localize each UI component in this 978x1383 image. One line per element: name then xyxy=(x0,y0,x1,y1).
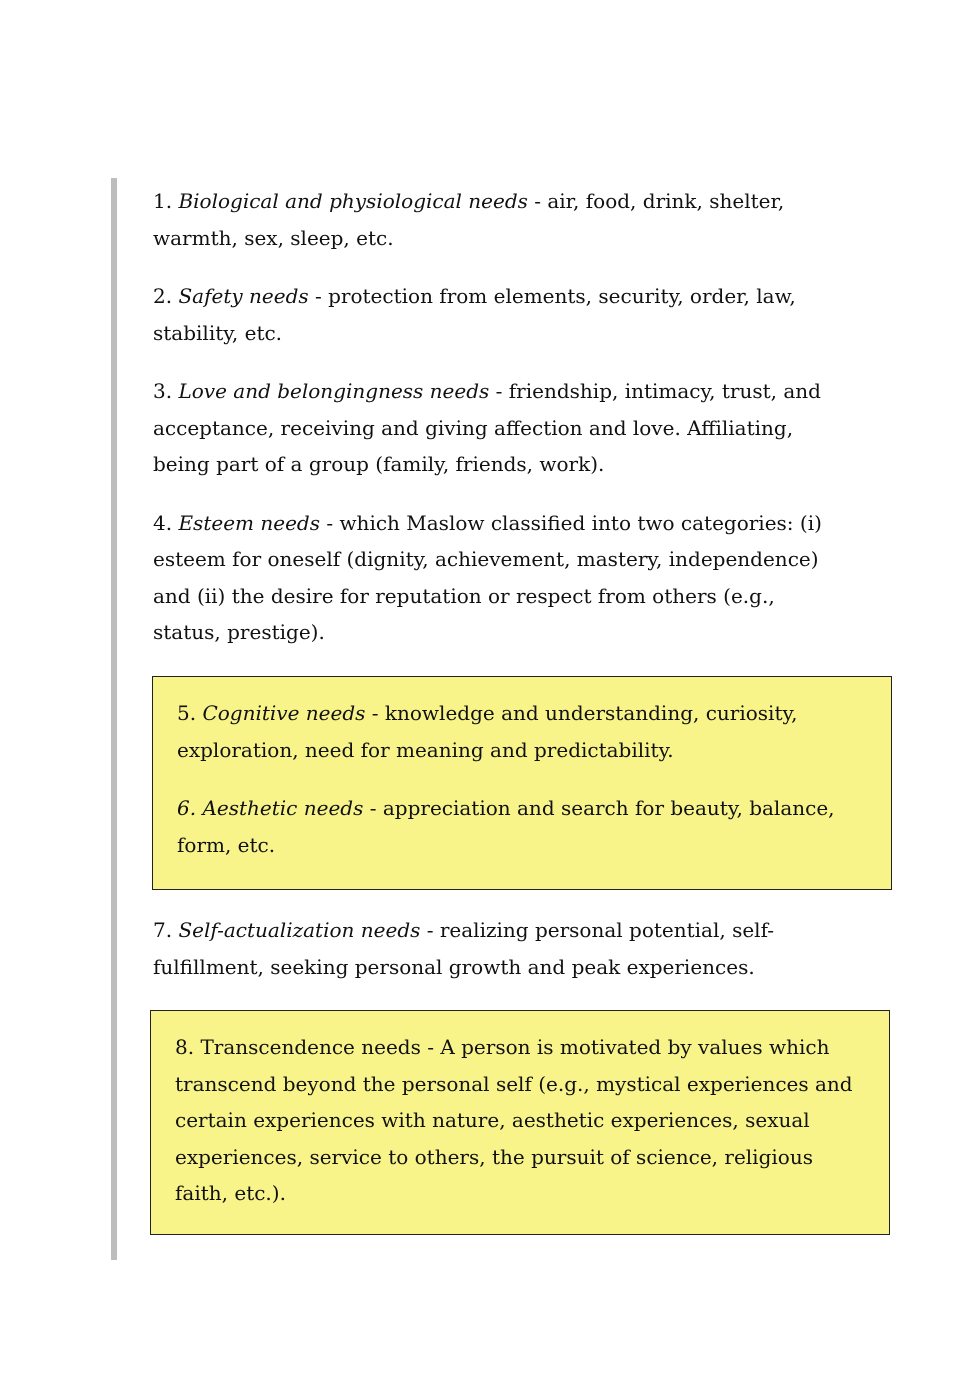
need-item-2 xyxy=(153,278,843,351)
need-number: 4. xyxy=(153,510,179,535)
need-description: - realizing personal potential, self-fulfillment, seeking personal growth and peak experiences. xyxy=(153,918,775,979)
need-number: 5. xyxy=(177,701,203,725)
need-description: - protection from elements, security, order, law, stability, etc. xyxy=(153,284,796,345)
need-item-3 xyxy=(153,373,843,483)
need-number: 2. xyxy=(153,284,179,308)
need-number: 6. xyxy=(177,796,203,820)
need-name: Self-actualization needs xyxy=(178,918,421,942)
need-item-7-container xyxy=(153,912,843,1007)
need-number: 3. xyxy=(153,379,179,403)
need-item-4 xyxy=(153,505,843,651)
need-name: Esteem needs xyxy=(178,510,320,535)
need-item-8: 8. Transcendence needs - A person is motivated by values which transcend beyond the personal self (e.g., mystical experiences and certain experiences with nature, aesthetic experiences, sexual experiences, service to others, the pursuit of science, religious faith, etc.). xyxy=(175,1035,853,1205)
blockquote-bar xyxy=(111,178,117,1260)
need-description: - air, food, drink, shelter, warmth, sex, sleep, etc. xyxy=(153,189,785,250)
need-name: Safety needs xyxy=(178,284,309,308)
need-description: - which Maslow classified into two categories: (i) esteem for oneself (dignity, achievement, mastery, independence) and (ii) the desire for reputation or respect from others (e.g., status, prestige). xyxy=(153,510,822,644)
needs-list xyxy=(153,183,843,673)
need-name: Love and belongingness needs xyxy=(178,379,490,403)
need-description: - knowledge and understanding, curiosity, exploration, need for meaning and predictability. xyxy=(177,701,798,762)
need-number: 7. xyxy=(153,918,179,942)
need-number: 1. xyxy=(153,189,179,213)
need-name: Cognitive needs xyxy=(202,701,366,725)
need-item-1 xyxy=(153,183,843,256)
need-description: - appreciation and search for beauty, balance, form, etc. xyxy=(177,796,835,857)
need-item-6 xyxy=(177,790,867,863)
need-name: Biological and physiological needs xyxy=(178,189,528,213)
need-description: - friendship, intimacy, trust, and acceptance, receiving and giving affection and love. Affiliating, being part of a group (family, friends, work). xyxy=(153,379,821,476)
need-item-5 xyxy=(177,695,867,768)
need-item-7 xyxy=(153,912,843,985)
need-name: Aesthetic needs xyxy=(202,796,364,820)
highlight-box-transcendence xyxy=(150,1010,890,1235)
highlight-box-cognitive-aesthetic xyxy=(152,676,892,890)
